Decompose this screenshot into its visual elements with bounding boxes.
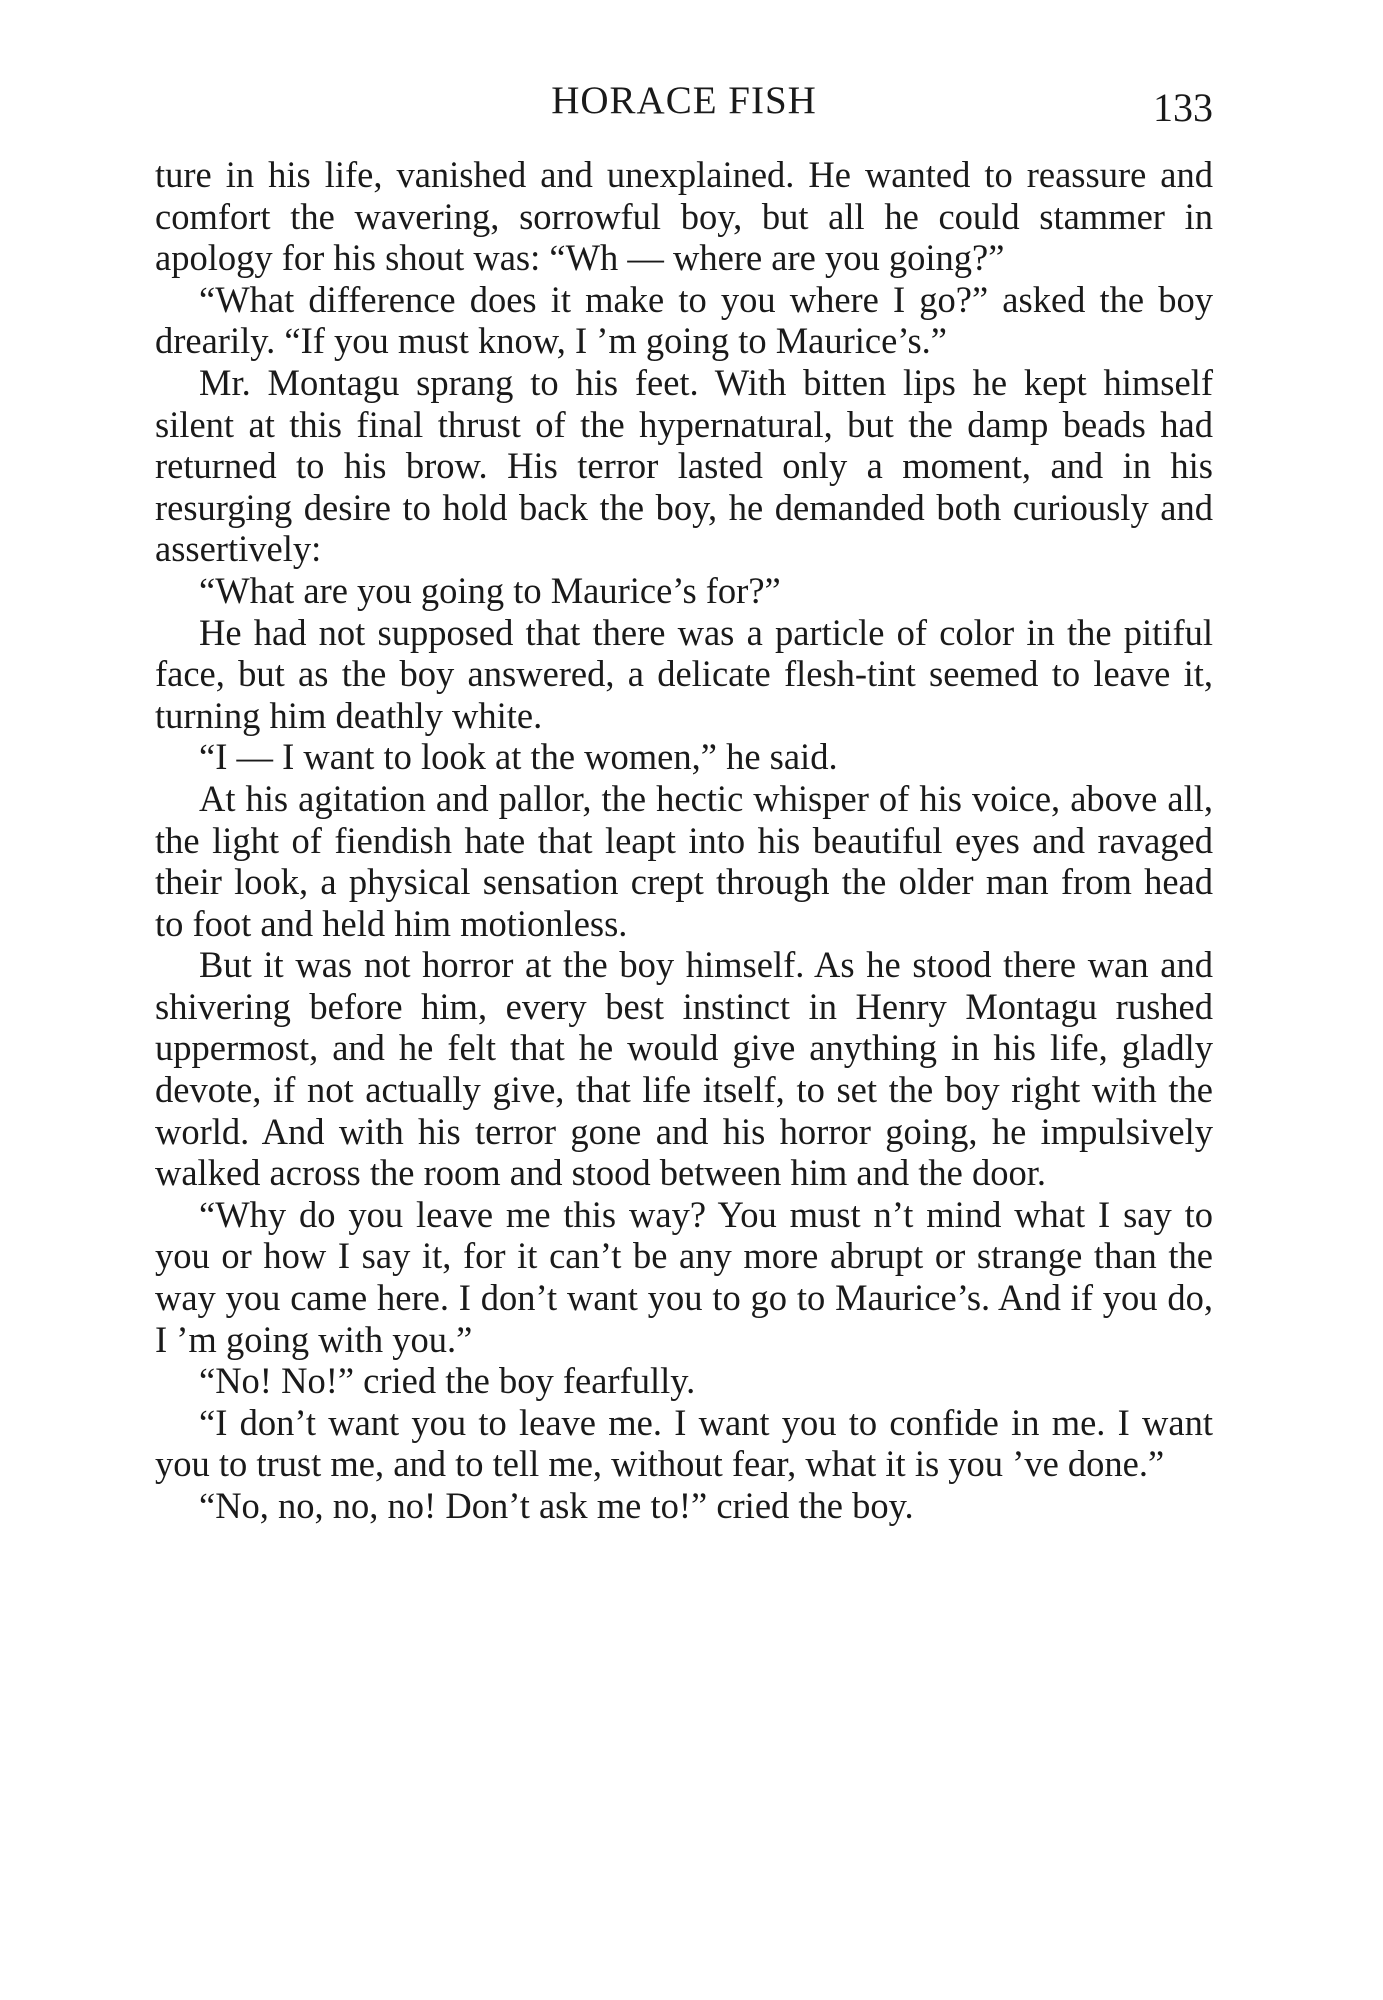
paragraph: But it was not horror at the boy himself. As he stood there wan and shivering before him, every best instinct in Henry Montagu rushed uppermost, and he felt that he would give anything in his life, gladly devote, if not actually give, that life itself, to set the boy right with the world. And with his terror gone and his horror going, he impulsively walked across the room and stood between him and the door. bbox=[155, 944, 1213, 1194]
paragraph: He had not supposed that there was a particle of color in the pitiful face, but as the boy answered, a delicate flesh-tint seemed to leave it, turning him deathly white. bbox=[155, 611, 1213, 736]
paragraph: “Why do you leave me this way? You must n’t mind what I say to you or how I say it, for it can’t be any more abrupt or strange than the way you came here. I don’t want you to go to Maurice’s. And if you do, I ’m going with you.” bbox=[155, 1193, 1213, 1360]
paragraph: “What difference does it make to you where I go?” asked the boy drearily. “If you must know, I ’m going to Maurice’s.” bbox=[155, 278, 1213, 362]
running-title: HORACE FISH bbox=[551, 79, 817, 122]
paragraph: At his agitation and pallor, the hectic whisper of his voice, above all, the light of fiendish hate that leapt into his beautiful eyes and ravaged their look, a physical sensation crept through the older man from head to foot and held him motionless. bbox=[155, 777, 1213, 944]
page-number: 133 bbox=[1153, 85, 1213, 130]
paragraph: “No, no, no, no! Don’t ask me to!” cried the boy. bbox=[199, 1485, 914, 1526]
paragraph: “I — I want to look at the women,” he said. bbox=[199, 736, 838, 778]
paragraph: “I don’t want you to leave me. I want you to confide in me. I want you to trust me, and to tell me, without fear, what it is you ’ve done.” bbox=[155, 1401, 1213, 1485]
body-text bbox=[155, 154, 1213, 1527]
paragraph: “What are you going to Maurice’s for?” bbox=[199, 569, 781, 611]
paragraph: Mr. Montagu sprang to his feet. With bitten lips he kept himself silent at this final thrust of the hypernatural, but the damp beads had returned to his brow. His terror lasted only a moment, and in his resurging desire to hold back the boy, he demanded both curiously and assertively: bbox=[155, 361, 1213, 570]
running-head bbox=[155, 70, 1213, 140]
paragraph: “No! No!” cried the boy fearfully. bbox=[199, 1360, 696, 1402]
book-page bbox=[155, 70, 1213, 1527]
paragraph: ture in his life, vanished and unexplained. He wanted to reassure and comfort the wavering, sorrowful boy, but all he could stammer in apology for his shout was: “Wh — where are you going?” bbox=[155, 154, 1213, 279]
